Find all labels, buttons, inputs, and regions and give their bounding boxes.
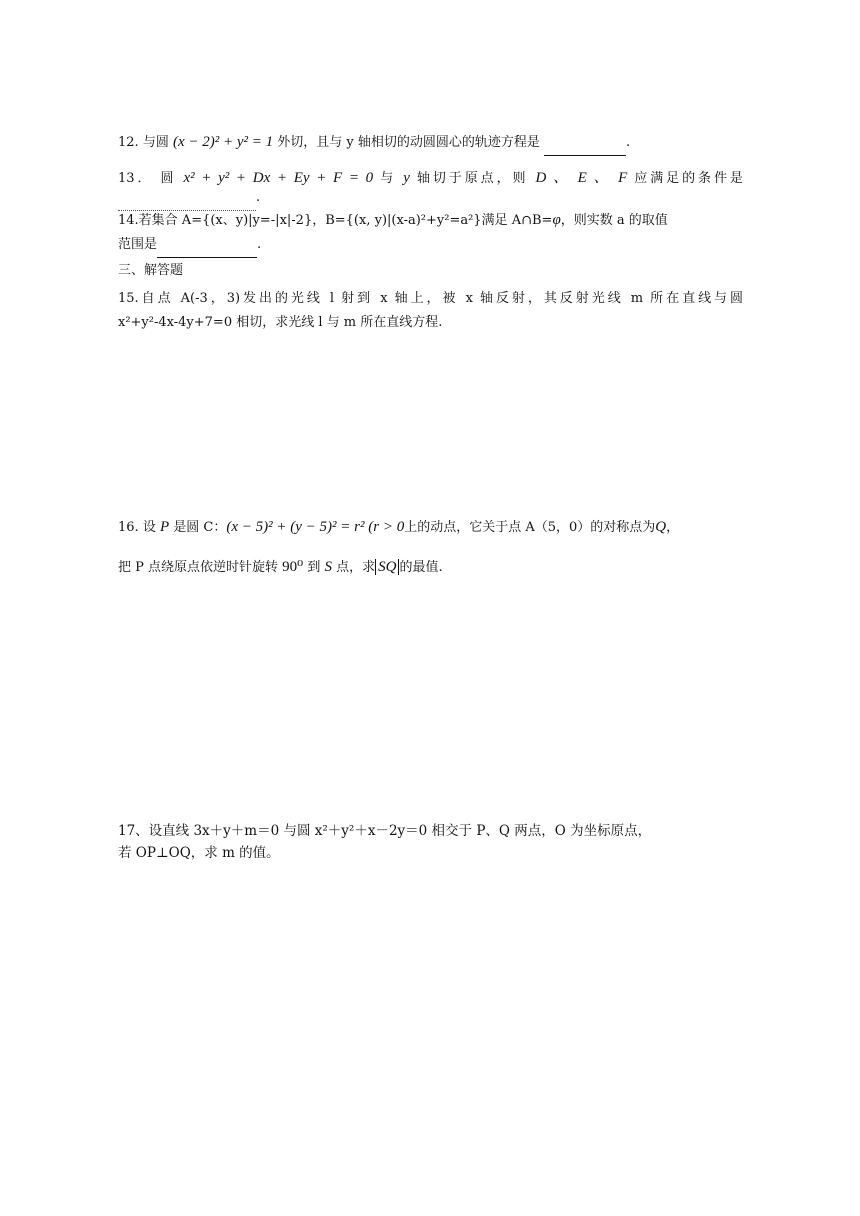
- question-14-line-2: [118, 235, 743, 258]
- q16-comma: ，: [666, 520, 680, 535]
- q16-S: S: [324, 559, 332, 575]
- q12-number: 12.: [118, 135, 139, 150]
- q16-equation: (x − 5)² + (y − 5)² = r² (r > 0: [226, 519, 405, 535]
- q13-mid: 与: [380, 171, 397, 186]
- question-12: [118, 132, 743, 156]
- q16-number: 16.: [118, 520, 139, 535]
- q14-line1: 14.若集合 A={(x、y)|y=-|x|-2}，B={(x, y)|(x-a)²+y²=a²}满足 A∩B=: [118, 213, 553, 228]
- question-15-line-1: 15.自点 A(-3，3)发出的光线 l 射到 x 轴上，被 x 轴反射，其反射光线 m 所在直线与圆: [118, 291, 743, 306]
- q13-pre: 圆: [160, 171, 177, 186]
- q16-P: P: [159, 519, 170, 535]
- q16-circle: 是圆 C：: [173, 520, 227, 535]
- q16-line2-mid: 到: [307, 560, 321, 575]
- q16-post: 上的动点，它关于点 A（5，0）的对称点为: [404, 520, 656, 535]
- q13-vars: D 、 E 、 F: [535, 170, 628, 186]
- question-16-line-1: [118, 517, 743, 538]
- question-15-line-2: x²+y²-4x-4y+7=0 相切，求光线 l 与 m 所在直线方程.: [118, 315, 443, 330]
- q16-angle: 90⁰: [282, 559, 304, 575]
- q13-tail: 应满足的条件是: [634, 171, 743, 186]
- q13-number: 13．: [118, 171, 154, 186]
- q16-line2-pre: 把 P 点绕原点依逆时针旋转: [118, 560, 279, 575]
- q13-post: 轴切于原点，则: [416, 171, 529, 186]
- question-16-line-2: [118, 557, 743, 578]
- q13-equation: x² + y² + Dx + Ey + F = 0: [183, 170, 374, 186]
- q16-line2-post: 的最值.: [399, 560, 443, 575]
- q16-line2-mid2: 点，求: [336, 560, 376, 575]
- q14-line1-tail: ，则实数 a 的取值: [560, 213, 668, 228]
- question-17-line-2: 若 OP⊥OQ，求 m 的值。: [118, 845, 280, 861]
- q12-answer-blank[interactable]: [544, 135, 626, 156]
- q14-line2: 范围是: [118, 237, 158, 252]
- q12-pre: 与圆: [142, 135, 169, 150]
- section-heading: 三、解答题: [118, 263, 184, 278]
- q14-answer-blank[interactable]: [157, 237, 257, 258]
- q12-equation: (x − 2)² + y² = 1: [172, 134, 274, 150]
- q12-post: 外切，且与 y 轴相切的动圆圆心的轨迹方程是: [277, 135, 540, 150]
- q14-end: .: [257, 237, 262, 252]
- question-14-line-1: [118, 210, 743, 231]
- q16-Q: Q: [655, 519, 667, 535]
- q12-end: .: [626, 135, 631, 150]
- q13-answer-blank[interactable]: [118, 190, 256, 211]
- q13-y: y: [403, 170, 410, 186]
- question-13-blank-line: [118, 188, 743, 211]
- question-13: [118, 168, 743, 189]
- q14-phi: φ: [552, 212, 561, 228]
- q16-pre: 设: [142, 520, 156, 535]
- question-17-line-1: 17、设直线 3x＋y＋m＝0 与圆 x²＋y²＋x－2y＝0 相交于 P、Q 两点，O 为坐标原点，: [118, 823, 652, 839]
- q16-SQ-abs: SQ: [375, 559, 399, 575]
- q13-end: .: [256, 190, 261, 205]
